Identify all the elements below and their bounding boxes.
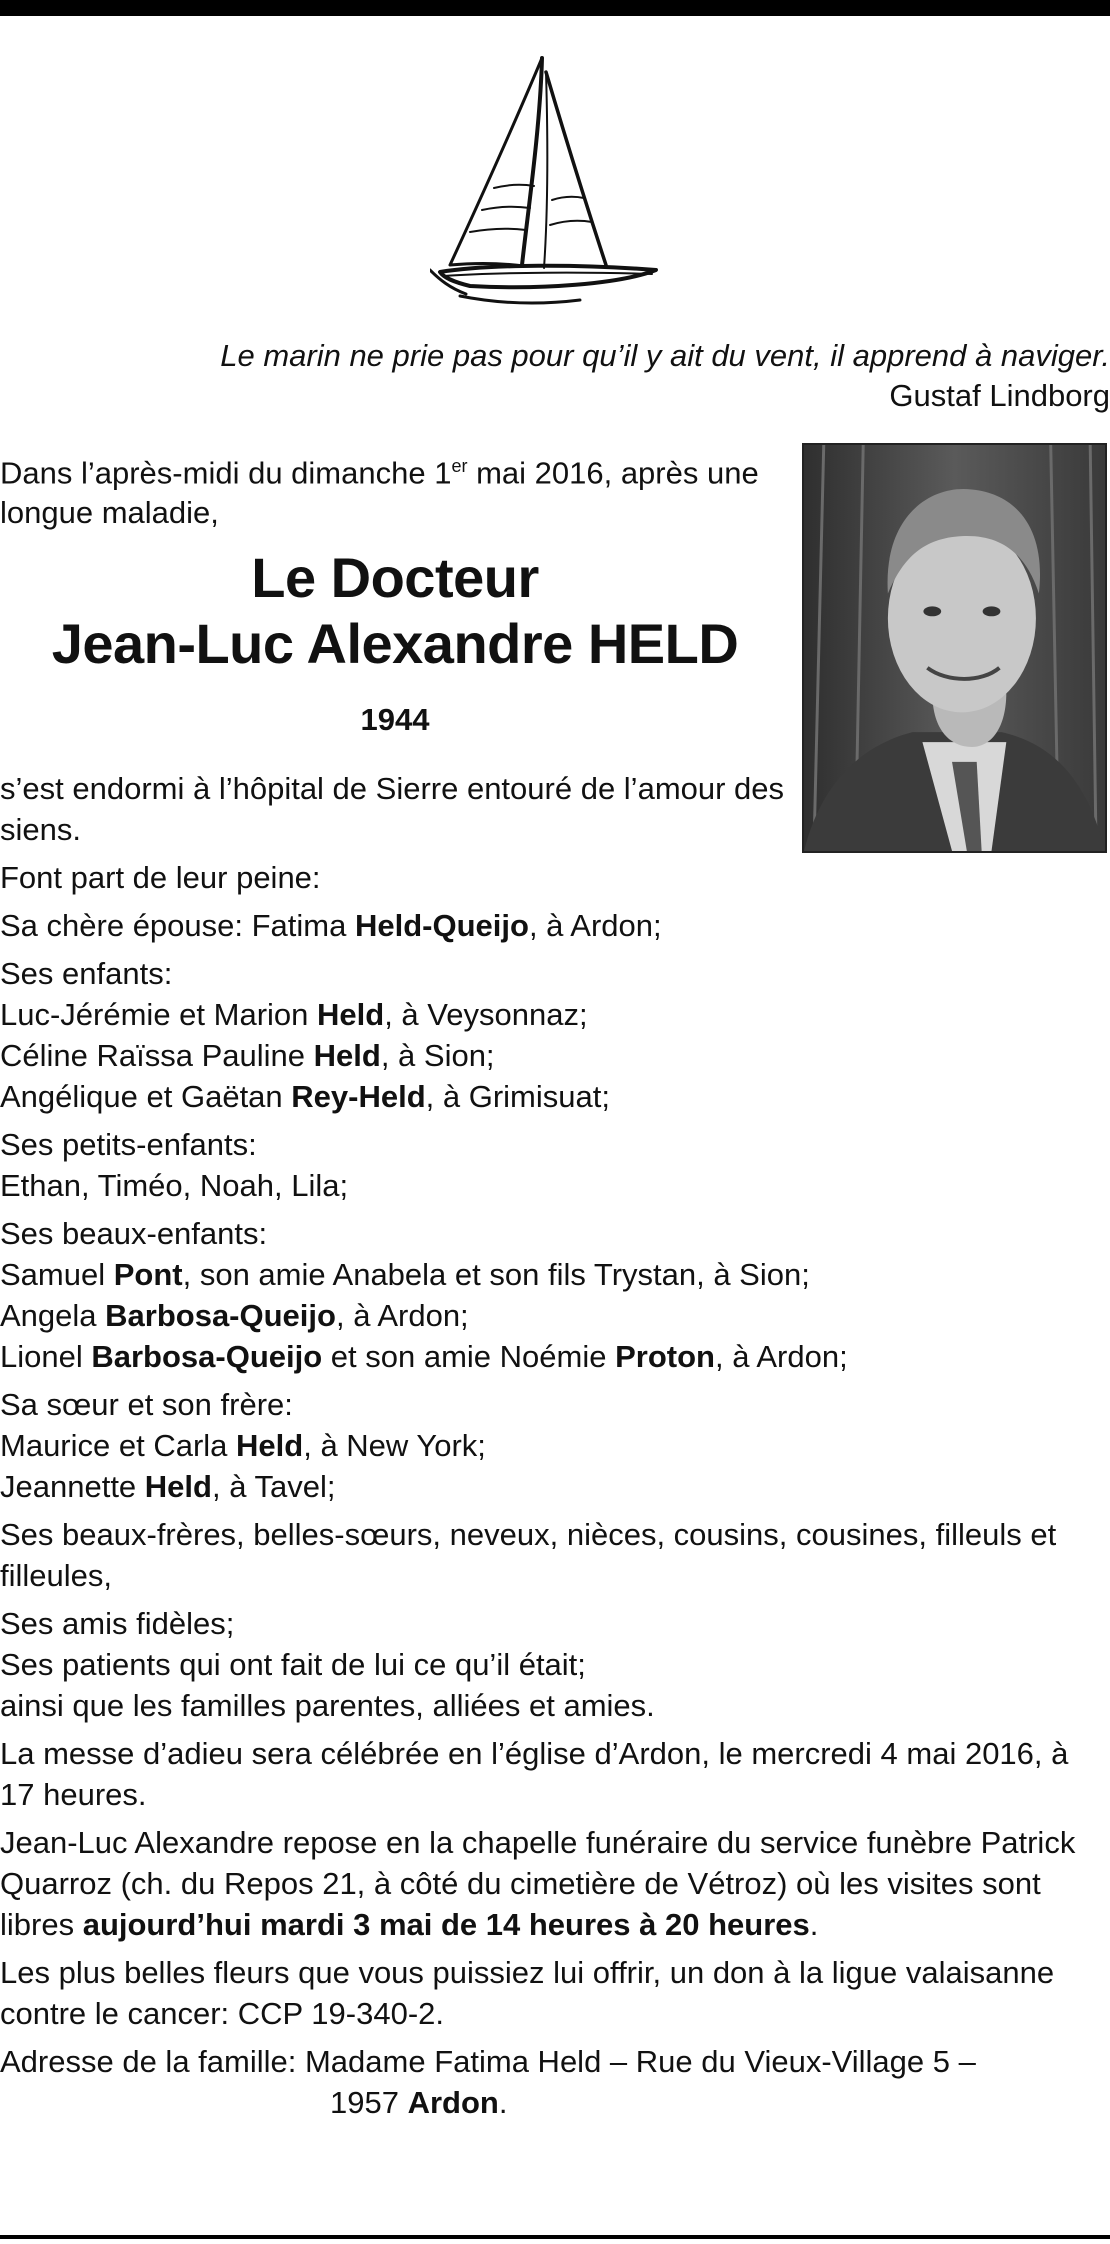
obituary-body <box>0 768 1108 2130</box>
address-line1: Adresse de la famille: Madame Fatima Held – Rue du Vieux-Village 5 – <box>0 2044 976 2079</box>
address-line2: 1957 Ardon. <box>330 2085 508 2120</box>
spouse-post: , à Ardon; <box>528 908 662 943</box>
birth-year: 1944 <box>360 702 430 737</box>
stepchild-3: Lionel Barbosa-Queijo et son amie Noémie Proton, à Ardon; <box>0 1339 848 1374</box>
announce-line: Font part de leur peine: <box>0 860 321 895</box>
children-heading: Ses enfants: <box>0 956 173 991</box>
death-line: s’est endormi à l’hôpital de Sierre entouré de l’amour des siens. <box>0 771 785 847</box>
friends-line3: ainsi que les familles parentes, alliées et amies. <box>0 1688 655 1723</box>
rest-post: . <box>809 1907 819 1942</box>
epigraph-author: Gustaf Lindborg <box>889 378 1110 413</box>
stepchildren-block <box>0 1213 1108 1377</box>
intro-text <box>0 446 790 533</box>
rest-bold: aujourd’hui mardi 3 mai de 14 heures à 20 heures <box>82 1907 810 1942</box>
rest-pre: Jean-Luc Alexandre repose en la chapelle funéraire du service funèbre Patrick Quarroz (ch. du Repos 21, à côté du cimetière de Vétroz) où les visites sont libres <box>0 1825 1076 1942</box>
title-line2: Jean-Luc Alexandre HELD <box>51 612 739 675</box>
sibling-2: Jeannette Held, à Tavel; <box>0 1469 336 1504</box>
sibling-1: Maurice et Carla Held, à New York; <box>0 1428 486 1463</box>
child-3: Angélique et Gaëtan Rey-Held, à Grimisuat; <box>0 1079 610 1114</box>
epigraph-text: Le marin ne prie pas pour qu’il y ait du vent, il apprend à naviger. <box>220 338 1110 373</box>
siblings-block <box>0 1384 1108 1507</box>
friends-line2: Ses patients qui ont fait de lui ce qu’il était; <box>0 1647 586 1682</box>
mass-line: La messe d’adieu sera célébrée en l’église d’Ardon, le mercredi 4 mai 2016, à 17 heures. <box>0 1736 1069 1812</box>
spouse-line <box>0 905 1108 946</box>
friends-block <box>0 1603 1108 1726</box>
children-block <box>0 953 1108 1117</box>
rest-line <box>0 1822 1108 1945</box>
spouse-name: Held-Queijo <box>354 908 529 943</box>
child-1: Luc-Jérémie et Marion Held, à Veysonnaz; <box>0 997 588 1032</box>
sailboat-icon <box>430 50 670 325</box>
family-address <box>0 2041 1108 2123</box>
grandchildren-heading: Ses petits-enfants: <box>0 1127 257 1162</box>
title-line1: Le Docteur <box>251 546 539 609</box>
deceased-name <box>0 545 790 677</box>
epigraph <box>220 336 1110 416</box>
child-2: Céline Raïssa Pauline Held, à Sion; <box>0 1038 495 1073</box>
stepchild-2: Angela Barbosa-Queijo, à Ardon; <box>0 1298 469 1333</box>
spouse-pre: Sa chère épouse: Fatima <box>0 908 355 943</box>
bottom-rule <box>0 2235 1110 2239</box>
flowers-line: Les plus belles fleurs que vous puissiez lui offrir, un don à la ligue valaisanne contre le cancer: CCP 19-340-2. <box>0 1955 1055 2031</box>
friends-line1: Ses amis fidèles; <box>0 1606 235 1641</box>
relatives-line: Ses beaux-frères, belles-sœurs, neveux, nièces, cousins, cousines, filleuls et filleules, <box>0 1517 1057 1593</box>
siblings-heading: Sa sœur et son frère: <box>0 1387 293 1422</box>
intro-pre: Dans l’après-midi du dimanche 1 <box>0 455 452 491</box>
grandchildren-block <box>0 1124 1108 1206</box>
top-rule <box>0 0 1110 16</box>
intro-sup: er <box>451 456 468 476</box>
intro-post: mai 2016, après une longue maladie, <box>0 455 759 531</box>
stepchildren-heading: Ses beaux-enfants: <box>0 1216 268 1251</box>
stepchild-1: Samuel Pont, son amie Anabela et son fils Trystan, à Sion; <box>0 1257 810 1292</box>
grandchildren-names: Ethan, Timéo, Noah, Lila; <box>0 1168 349 1203</box>
